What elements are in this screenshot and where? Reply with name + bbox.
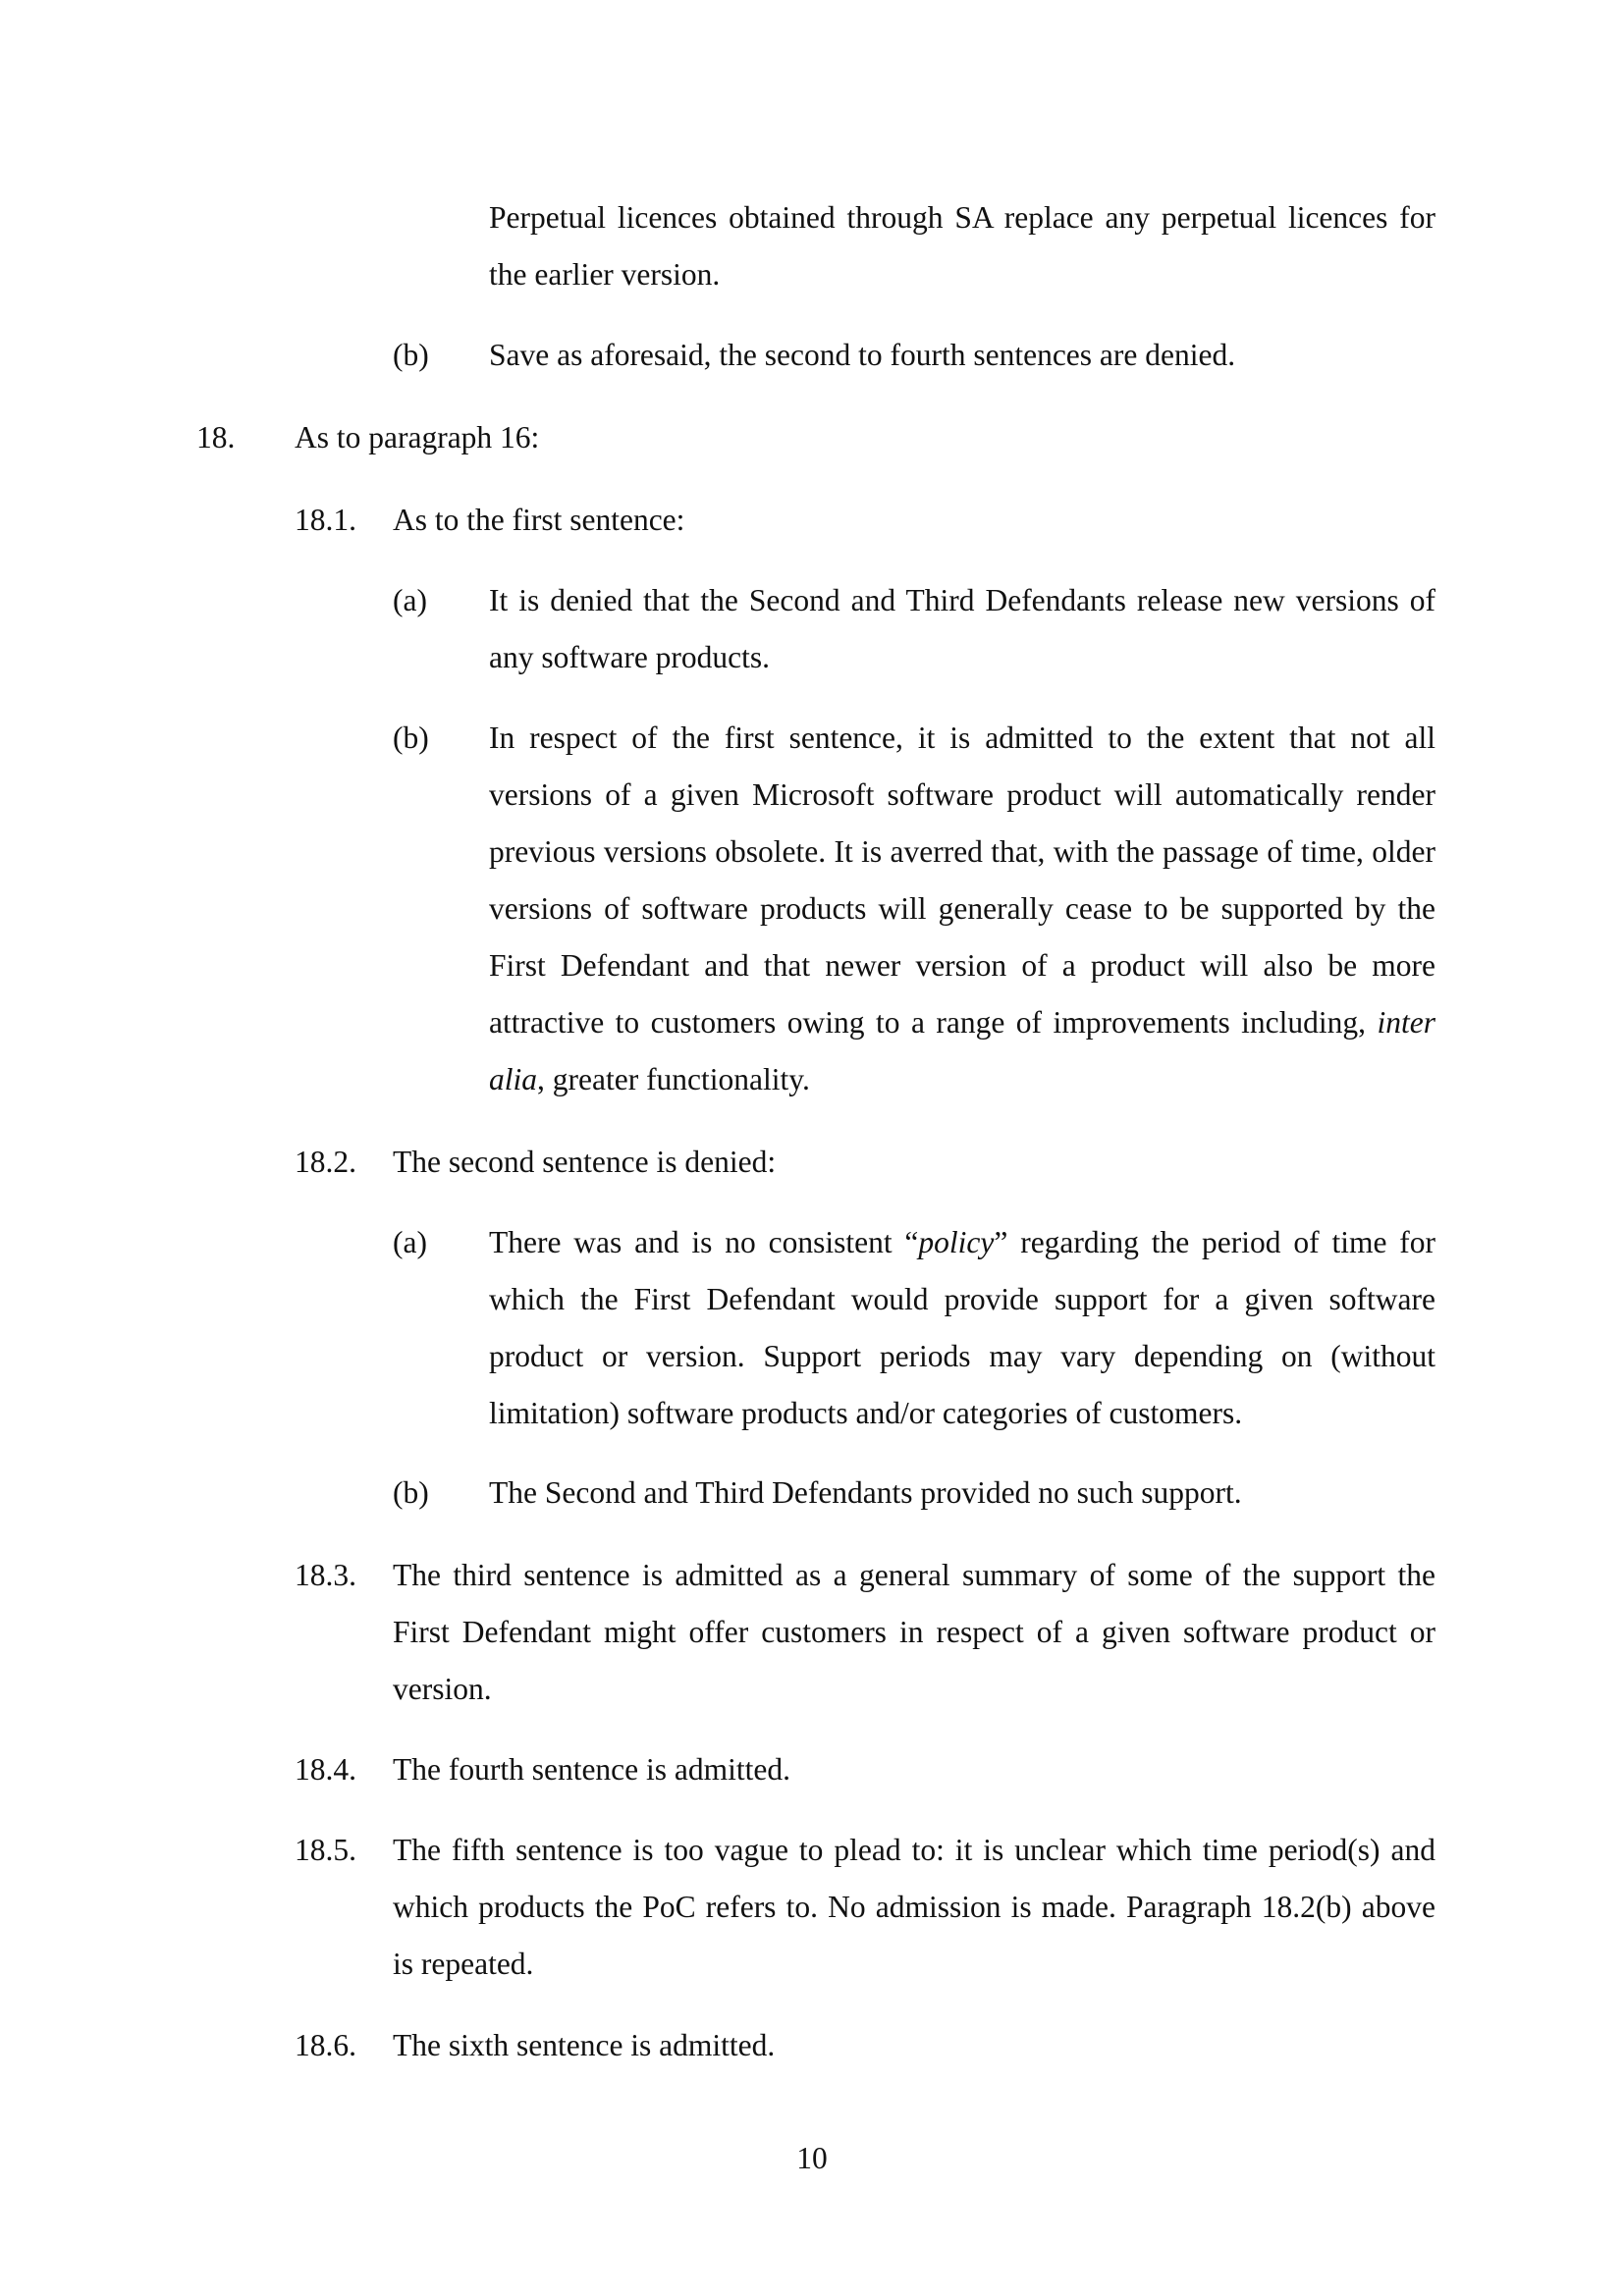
- paragraph-18-1a: [0, 572, 1624, 690]
- text-run: , greater functionality.: [537, 1062, 810, 1096]
- paragraph-text: The third sentence is admitted as a general summary of some of the support the First Defendant might offer customers in respect of a given software product or version.: [393, 1558, 1435, 1706]
- paragraph-text: The fifth sentence is too vague to plead to: it is unclear which time period(s) and which products the PoC refers to. No admission is made. Paragraph 18.2(b) above is repeated.: [393, 1833, 1435, 1981]
- paragraph-text: Perpetual licences obtained through SA replace any perpetual licences for the earlier version.: [489, 200, 1435, 292]
- paragraph-text: [489, 710, 1435, 1108]
- paragraph-number: 18.2.: [295, 1145, 356, 1179]
- paragraph-18-2a: [0, 1214, 1624, 1445]
- paragraph-number: 18.5.: [295, 1833, 356, 1867]
- paragraph-text: The fourth sentence is admitted.: [393, 1752, 790, 1787]
- paragraph-text: The sixth sentence is admitted.: [393, 2028, 776, 2062]
- paragraph-text: It is denied that the Second and Third Defendants release new versions of any software products.: [489, 583, 1435, 674]
- paragraph-18-1: [0, 492, 1624, 551]
- page-number: 10: [796, 2141, 828, 2175]
- paragraph-number: 18.1.: [295, 503, 356, 537]
- paragraph-number: 18.3.: [295, 1558, 356, 1592]
- paragraph-number: 18.: [196, 420, 236, 454]
- text-run: ” regarding the period of time for which the First Defendant would provide support for a given software product or version. Support periods may vary depending on (without limitation) software products and/or categories of customers.: [489, 1225, 1436, 1430]
- paragraph-18-5: [0, 1822, 1624, 1999]
- paragraph-18-3: [0, 1547, 1624, 1724]
- paragraph-number: 18.6.: [295, 2028, 356, 2062]
- text-run: There was and is no consistent “: [489, 1225, 919, 1259]
- italic-term: inter alia: [489, 1005, 1435, 1096]
- paragraph-number: 18.4.: [295, 1752, 356, 1787]
- paragraph-text: As to the first sentence:: [393, 503, 685, 537]
- paragraph-17a-continuation: [0, 189, 1624, 307]
- paragraph-18-6: [0, 2017, 1624, 2076]
- paragraph-18-2: [0, 1134, 1624, 1193]
- paragraph-text: The Second and Third Defendants provided no such support.: [489, 1475, 1242, 1510]
- paragraph-text: As to paragraph 16:: [295, 420, 540, 454]
- paragraph-18-1b: [0, 710, 1624, 1112]
- paragraph-text: The second sentence is denied:: [393, 1145, 777, 1179]
- paragraph-label: (b): [393, 338, 429, 372]
- paragraph-text: Save as aforesaid, the second to fourth sentences are denied.: [489, 338, 1236, 372]
- paragraph-label: (b): [393, 1475, 429, 1510]
- paragraph-18-4: [0, 1741, 1624, 1800]
- paragraph-18: [0, 409, 1624, 468]
- paragraph-18-2b: [0, 1465, 1624, 1523]
- paragraph-label: (a): [393, 583, 427, 617]
- italic-term: policy: [918, 1225, 995, 1259]
- paragraph-label: (b): [393, 721, 429, 755]
- paragraph-17b: [0, 327, 1624, 386]
- paragraph-label: (a): [393, 1225, 427, 1259]
- text-run: In respect of the first sentence, it is admitted to the extent that not all versions of a given Microsoft software product will automatically render previous versions obsolete. It is averred that, with the passage of time, older versions of software products will generally cease to be supported by the First Defendant and that newer version of a product will also be more attractive to customers owing to a range of improvements including,: [489, 721, 1435, 1040]
- paragraph-text: [489, 1214, 1435, 1442]
